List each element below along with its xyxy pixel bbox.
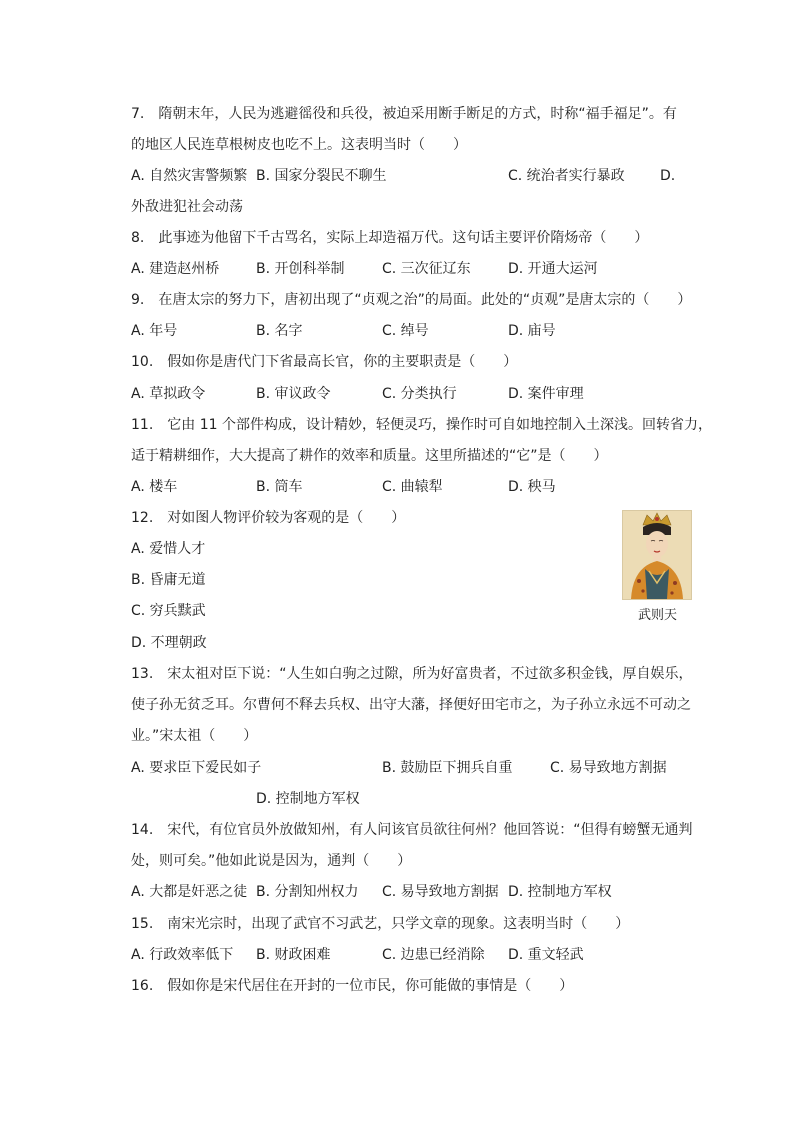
question-13-option-c: C. 易导致地方割据 [550, 760, 667, 776]
question-7-line-2: 的地区人民连草根树皮也吃不上。这表明当时（ ） [131, 137, 467, 153]
question-15-option-a: A. 行政效率低下 [131, 947, 234, 963]
question-8-option-c: C. 三次征辽东 [382, 261, 471, 277]
question-10-option-a: A. 草拟政令 [131, 386, 206, 402]
question-9-option-c: C. 绰号 [382, 323, 429, 339]
question-8-option-d: D. 开通大运河 [508, 261, 598, 277]
question-14-option-a: A. 大都是奸恶之徒 [131, 884, 248, 900]
portrait-caption: 武则天 [638, 608, 678, 623]
question-12-option-d: D. 不理朝政 [131, 635, 207, 651]
question-7-option-b: B. 国家分裂民不聊生 [256, 168, 387, 184]
question-7-option-a: A. 自然灾害警频繁 [131, 168, 248, 184]
question-14-option-c: C. 易导致地方割据 [382, 884, 499, 900]
question-8-line-1: 8. 此事迹为他留下千古骂名，实际上却造福万代。这句话主要评价隋炀帝（ ） [131, 230, 649, 246]
question-10-option-d: D. 案件审理 [508, 386, 584, 402]
question-13-option-a: A. 要求臣下爱民如子 [131, 760, 262, 776]
question-15-line-1: 15. 南宋光宗时，出现了武官不习武艺，只学文章的现象。这表明当时（ ） [131, 916, 630, 932]
question-11-option-d: D. 秧马 [508, 479, 556, 495]
wu-zetian-portrait [622, 510, 692, 600]
question-16-line-1: 16. 假如你是宋代居住在开封的一位市民，你可能做的事情是（ ） [131, 978, 574, 994]
question-7-line-1: 7. 隋朝末年，人民为逃避徭役和兵役，被迫采用断手断足的方式，时称“福手福足”。有 [131, 106, 677, 122]
question-12-option-a: A. 爱惜人才 [131, 541, 206, 557]
question-10-line-1: 10. 假如你是唐代门下省最高长官，你的主要职责是（ ） [131, 354, 518, 370]
question-14-option-d: D. 控制地方军权 [508, 884, 612, 900]
question-7-option-c: C. 统治者实行暴政 [508, 168, 625, 184]
question-11-line-2: 适于精耕细作，大大提高了耕作的效率和质量。这里所描述的“它”是（ ） [131, 448, 608, 464]
question-11-option-c: C. 曲辕犁 [382, 479, 443, 495]
question-13-line-1: 13. 宋太祖对臣下说：“人生如白驹之过隙，所为好富贵者，不过欲多积金钱，厚自娱乐， [131, 666, 693, 682]
question-13-line-2: 使子孙无贫乏耳。尔曹何不释去兵权、出守大藩，择便好田宅市之，为子孙立永远不可动之 [131, 697, 691, 713]
question-11-option-a: A. 楼车 [131, 479, 178, 495]
question-12-option-b: B. 昏庸无道 [131, 572, 206, 588]
question-15-option-d: D. 重文轻武 [508, 947, 584, 963]
question-14-line-1: 14. 宋代，有位官员外放做知州，有人问该官员欲往何州？他回答说：“但得有螃蟹无通判 [131, 822, 693, 838]
question-8-option-b: B. 开创科举制 [256, 261, 345, 277]
question-9-option-d: D. 庙号 [508, 323, 556, 339]
question-7-option-d: 外敌进犯社会动荡 [131, 199, 243, 215]
question-13-option-b: B. 鼓励臣下拥兵自重 [382, 760, 513, 776]
question-7-option-d-label: D. [660, 168, 676, 184]
question-14-line-2: 处，则可矣。”他如此说是因为，通判（ ） [131, 853, 412, 869]
question-10-option-c: C. 分类执行 [382, 386, 457, 402]
question-15-option-c: C. 边患已经消除 [382, 947, 485, 963]
question-10-option-b: B. 审议政令 [256, 386, 331, 402]
question-9-option-a: A. 年号 [131, 323, 178, 339]
question-11-option-b: B. 筒车 [256, 479, 303, 495]
question-12-option-c: C. 穷兵黩武 [131, 603, 206, 619]
question-15-option-b: B. 财政困难 [256, 947, 331, 963]
question-13-line-3: 业。”宋太祖（ ） [131, 728, 258, 744]
question-11-line-1: 11. 它由 11 个部件构成，设计精妙，轻便灵巧，操作时可自如地控制入土深浅。回转省力， [131, 417, 712, 433]
question-8-option-a: A. 建造赵州桥 [131, 261, 220, 277]
question-9-option-b: B. 名字 [256, 323, 303, 339]
question-13-option-d: D. 控制地方军权 [256, 791, 360, 807]
question-12-line-1: 12. 对如图人物评价较为客观的是（ ） [131, 510, 406, 526]
question-14-option-b: B. 分割知州权力 [256, 884, 359, 900]
question-9-line-1: 9. 在唐太宗的努力下，唐初出现了“贞观之治”的局面。此处的“贞观”是唐太宗的（ ） [131, 292, 692, 308]
